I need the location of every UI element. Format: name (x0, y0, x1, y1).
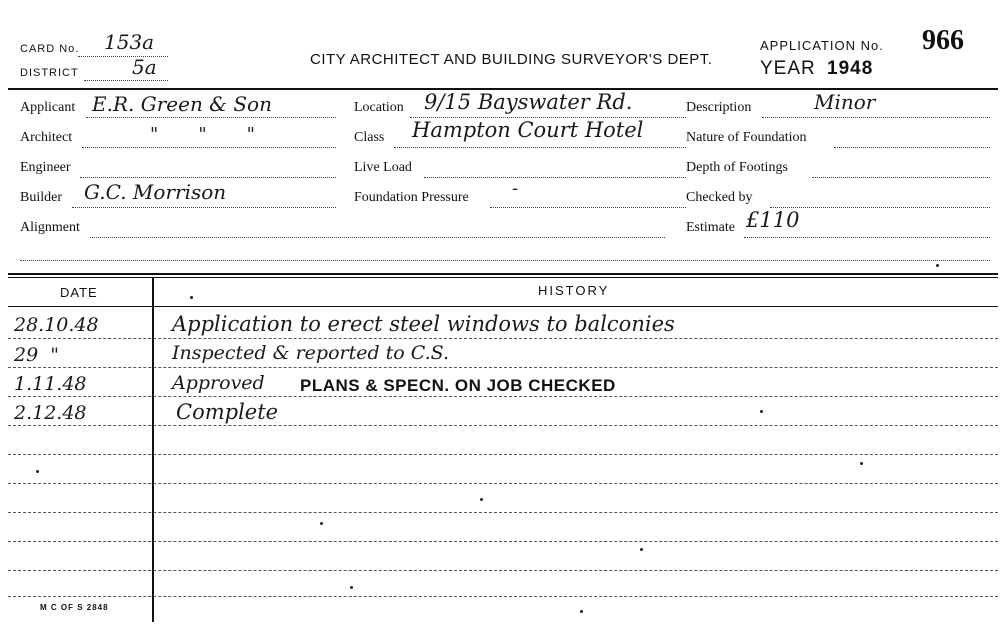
ruled-line (8, 570, 998, 571)
applicant-label: Applicant (20, 100, 76, 115)
ruled-line (8, 541, 998, 542)
card-no-value: 153a (104, 30, 155, 54)
header-row-rule (8, 306, 998, 307)
history-row-text: Inspected & reported to C.S. (172, 342, 450, 364)
scan-speck (350, 586, 353, 589)
scan-speck (580, 610, 583, 613)
class-value: Hampton Court Hotel (412, 118, 644, 142)
engineer-line (80, 177, 336, 178)
ruled-line (8, 396, 998, 397)
applicant-line (86, 117, 336, 118)
history-row-text: Approved (172, 372, 265, 394)
scan-speck (36, 470, 39, 473)
district-value: 5a (132, 55, 157, 79)
history-top-rule (8, 273, 998, 275)
class-line (394, 147, 686, 148)
builder-value: G.C. Morrison (84, 180, 227, 204)
ruled-line (8, 367, 998, 368)
year-value: 1948 (827, 58, 874, 79)
scan-speck (860, 462, 863, 465)
description-value: Minor (814, 90, 876, 114)
history-header: HISTORY (538, 283, 610, 298)
district-label: DISTRICT (20, 67, 79, 79)
history-row-date: 28.10.48 (14, 314, 99, 336)
application-no-label: APPLICATION No. (760, 38, 884, 53)
date-header: DATE (60, 285, 98, 300)
ruled-line (8, 454, 998, 455)
year-label: YEAR (760, 58, 816, 79)
nature-of-foundation-line (834, 147, 990, 148)
history-row-date: 2.12.48 (14, 402, 87, 424)
ruled-line (8, 596, 998, 597)
scan-speck (480, 498, 483, 501)
foundation-pressure-line (490, 207, 686, 208)
estimate-label: Estimate (686, 220, 735, 235)
builder-label: Builder (20, 190, 62, 205)
location-value: 9/15 Bayswater Rd. (424, 90, 633, 114)
foundation-pressure-label: Foundation Pressure (354, 190, 469, 205)
live-load-line (424, 177, 686, 178)
form-code: M C OF S 2848 (40, 603, 109, 612)
estimate-line (744, 237, 990, 238)
history-row-date: 1.11.48 (14, 373, 87, 395)
estimate-value: £110 (746, 208, 800, 232)
ruled-line (8, 512, 998, 513)
architect-line (82, 147, 336, 148)
checked-by-label: Checked by (686, 190, 753, 205)
checked-by-line (770, 207, 990, 208)
foundation-pressure-value: - (512, 178, 519, 199)
architect-label: Architect (20, 130, 73, 145)
scan-speck (640, 548, 643, 551)
ruled-line (8, 338, 998, 339)
application-no-value: 966 (922, 25, 964, 56)
depth-of-footings-line (812, 177, 990, 178)
depth-of-footings-label: Depth of Footings (686, 160, 788, 175)
scan-speck (190, 296, 193, 299)
description-label: Description (686, 100, 752, 115)
history-row-stamp: PLANS & SPECN. ON JOB CHECKED (300, 376, 616, 395)
location-label: Location (354, 100, 404, 115)
scan-speck (936, 264, 939, 267)
history-row-text: Application to erect steel windows to balconies (172, 312, 675, 336)
builder-line (72, 207, 336, 208)
scan-speck (320, 522, 323, 525)
ruled-line (8, 483, 998, 484)
card-no-label: CARD No. (20, 43, 80, 55)
description-line (762, 117, 990, 118)
blank-field-line (20, 260, 990, 261)
engineer-label: Engineer (20, 160, 71, 175)
alignment-line (90, 237, 665, 238)
history-top-rule-2 (8, 277, 998, 278)
alignment-label: Alignment (20, 220, 80, 235)
scan-speck (760, 410, 763, 413)
ruled-line (8, 425, 998, 426)
architect-value: " " " (150, 124, 255, 145)
class-label: Class (354, 130, 385, 145)
history-row-text: Complete (176, 400, 279, 424)
district-line (84, 80, 168, 81)
history-row-date: 29 " (14, 344, 59, 366)
live-load-label: Live Load (354, 160, 412, 175)
nature-of-foundation-label: Nature of Foundation (686, 130, 807, 145)
applicant-value: E.R. Green & Son (92, 92, 272, 116)
dept-title: CITY ARCHITECT AND BUILDING SURVEYOR'S DEPT. (310, 51, 713, 68)
